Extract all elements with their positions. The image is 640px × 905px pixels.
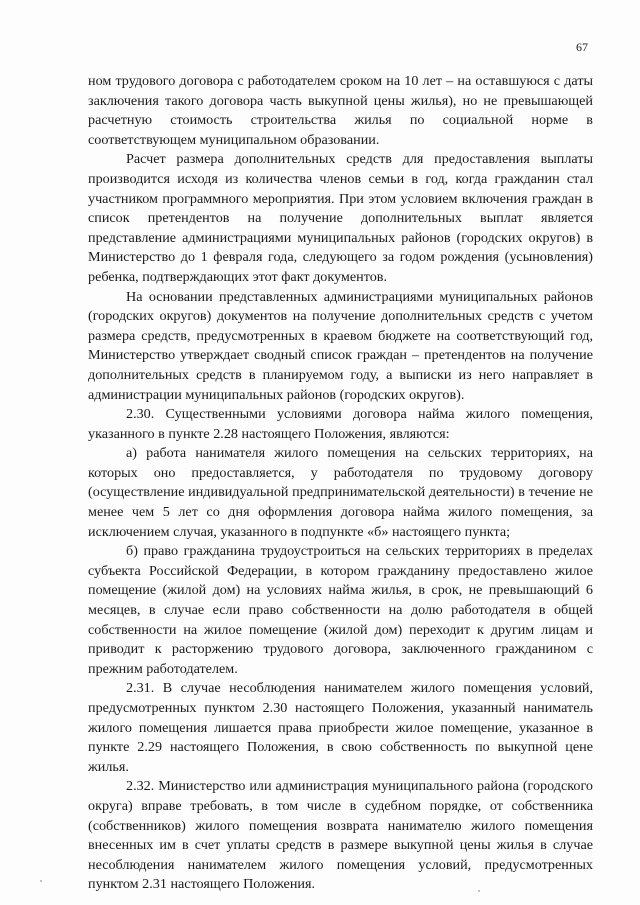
clause-2-30: 2.30. Существенными условиями договора найма жилого помещения, указанного в пункте 2.28 настоящего Положения, являются: — [88, 406, 593, 442]
paragraph-continuation: ном трудового договора с работодателем сроком на 10 лет – на оставшуюся с даты заключения такого договора часть выкупной цены жилья), но не превышающей расчетную стоимость строительства жилья по социальной норме в соответствующем муниципальном образовании. — [88, 73, 593, 148]
paragraph-summary-list: На основании представленных администрациями муниципальных районов (городских округов) документов на получение дополнительных средств с учетом размера средств, предусмотренных в краевом бюджете на соответствующий год, Министерство утверждает сводный список граждан – претендентов на получение дополнительных средств в планируемом году, а выписки из него направляет в администрации муниципальных районов (городских округов). — [88, 288, 593, 403]
scan-speck — [40, 880, 42, 882]
clause-2-31: 2.31. В случае несоблюдения нанимателем жилого помещения условий, предусмотренных пунктом 2.30 настоящего Положения, указанный наниматель жилого помещения лишается права приобрести жилое помещение, указанное в пункте 2.29 настоящего Положения, в свою собственность по выкупной цене жилья. — [88, 680, 593, 775]
scan-speck — [478, 890, 480, 892]
page-number: 67 — [576, 40, 588, 54]
document-body — [88, 72, 593, 895]
paragraph-calculation: Расчет размера дополнительных средств для предоставления выплаты производится исходя из количества членов семьи в год, когда гражданин стал участником программного мероприятия. При этом условием включения граждан в список претендентов на получение дополнительных выплат является представление администрациями муниципальных районов (городских округов) в Министерство до 1 февраля года, следующего за годом рождения (усыновления) ребенка, подтверждающих этот факт документов. — [88, 151, 593, 285]
clause-2-32: 2.32. Министерство или администрация муниципального района (городского округа) вправе требовать, в том числе в судебном порядке, от собственника (собственников) жилого помещения возврата нанимателю жилого помещения внесенных им в счет уплаты средств в размере выкупной цены жилья в случае несоблюдения нанимателем жилого помещения условий, предусмотренных пунктом 2.31 настоящего Положения. — [88, 778, 593, 893]
clause-2-30-a: а) работа нанимателя жилого помещения на сельских территориях, на которых оно предоставляется, у работодателя по трудовому договору (осуществление индивидуальной предпринимательской деятельности) в течение не менее чем 5 лет со дня оформления договора найма жилого помещения, за исключением случая, указанного в подпункте «б» настоящего пункта; — [88, 445, 593, 540]
clause-2-30-b: б) право гражданина трудоустроиться на сельских территориях в пределах субъекта Российской Федерации, в котором гражданину предоставлено жилое помещение (жилой дом) на условиях найма жилья, в срок, не превышающий 6 месяцев, в случае если право собственности на долю работодателя в общей собственности на жилое помещение (жилой дом) переходит к другим лицам и приводит к расторжению трудового договора, заключенного гражданином с прежним работодателем. — [88, 543, 593, 677]
